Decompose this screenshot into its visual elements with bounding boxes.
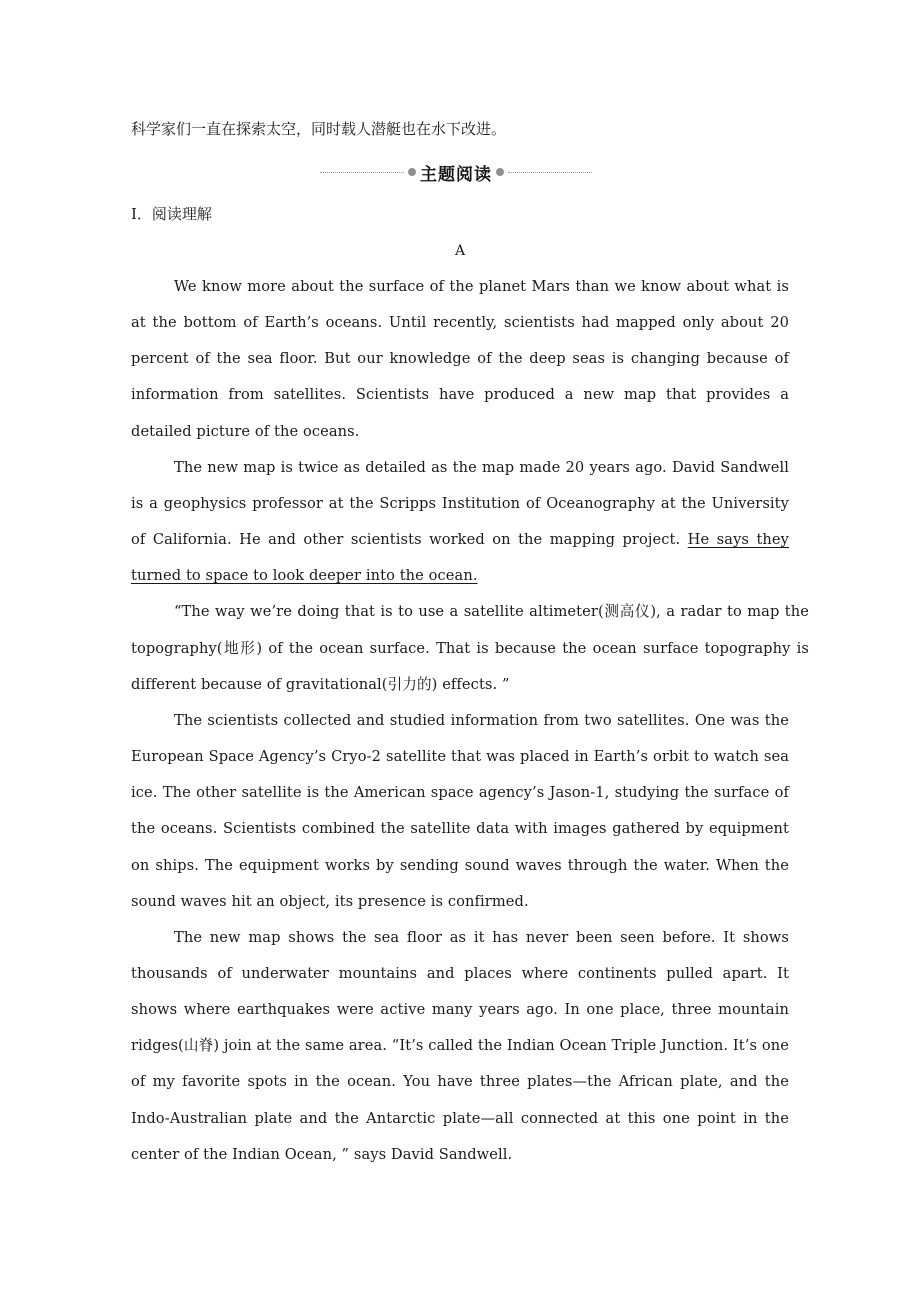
- header-rule-right: [508, 172, 592, 173]
- section-title: 主题阅读: [420, 164, 492, 185]
- passage-body: [131, 269, 809, 1173]
- paragraph-2: [131, 450, 789, 595]
- section-header: [320, 158, 592, 186]
- underlined-sentence: He says they turned to space to look deeper into the ocean.: [131, 531, 789, 585]
- bullet-dot-icon: [496, 168, 504, 176]
- paragraph-1: We know more about the surface of the planet Mars than we know about what is at the bottom of Earth’s oceans. Until recently, scientists had mapped only about 20 percent of the sea floor. But our knowledge of the deep seas is changing because of information from satellites. Scientists have produced a new map that provides a detailed picture of the oceans.: [131, 278, 789, 440]
- paragraph-5: The new map shows the sea floor as it has never been seen before. It shows thousands of underwater mountains and places where continents pulled apart. It shows where earthquakes were active many years ago. In one place, three mountain ridges(山脊) join at the same area. “It’s called the Indian Ocean Triple Junction. It’s one of my favorite spots in the ocean. You have three plates—the African plate, and the Indo-Australian plate and the Antarctic plate—all connected at this one point in the center of the Indian Ocean, ” says David Sandwell.: [131, 928, 789, 1163]
- header-rule-left: [320, 172, 404, 173]
- passage-letter: A: [454, 243, 466, 259]
- paragraph-4: The scientists collected and studied information from two satellites. One was the European Space Agency’s Cryo-2 satellite that was placed in Earth’s orbit to watch sea ice. The other satellite is the American space agency’s Jason-1, studying the surface of the oceans. Scientists combined the satellite data with images gathered by equipment on ships. The equipment works by sending sound waves through the water. When the sound waves hit an object, its presence is confirmed.: [131, 711, 789, 910]
- intro-line: 科学家们一直在探索太空，同时载人潜艇也在水下改进。: [131, 120, 507, 138]
- paragraph-3: “The way we’re doing that is to use a satellite altimeter(测高仪), a radar to map the topography(地形) of the ocean surface. That is because the ocean surface topography is different because of gravitational(引力的) effects. ”: [131, 603, 809, 693]
- bullet-dot-icon: [408, 168, 416, 176]
- paragraph-2-text: The new map is twice as detailed as the map made 20 years ago. David Sandwell is a geophysics professor at the Scripps Institution of Oceanography at the University of California. He and other scientists worked on the mapping project.: [131, 458, 789, 549]
- part-label: Ⅰ．阅读理解: [131, 205, 212, 223]
